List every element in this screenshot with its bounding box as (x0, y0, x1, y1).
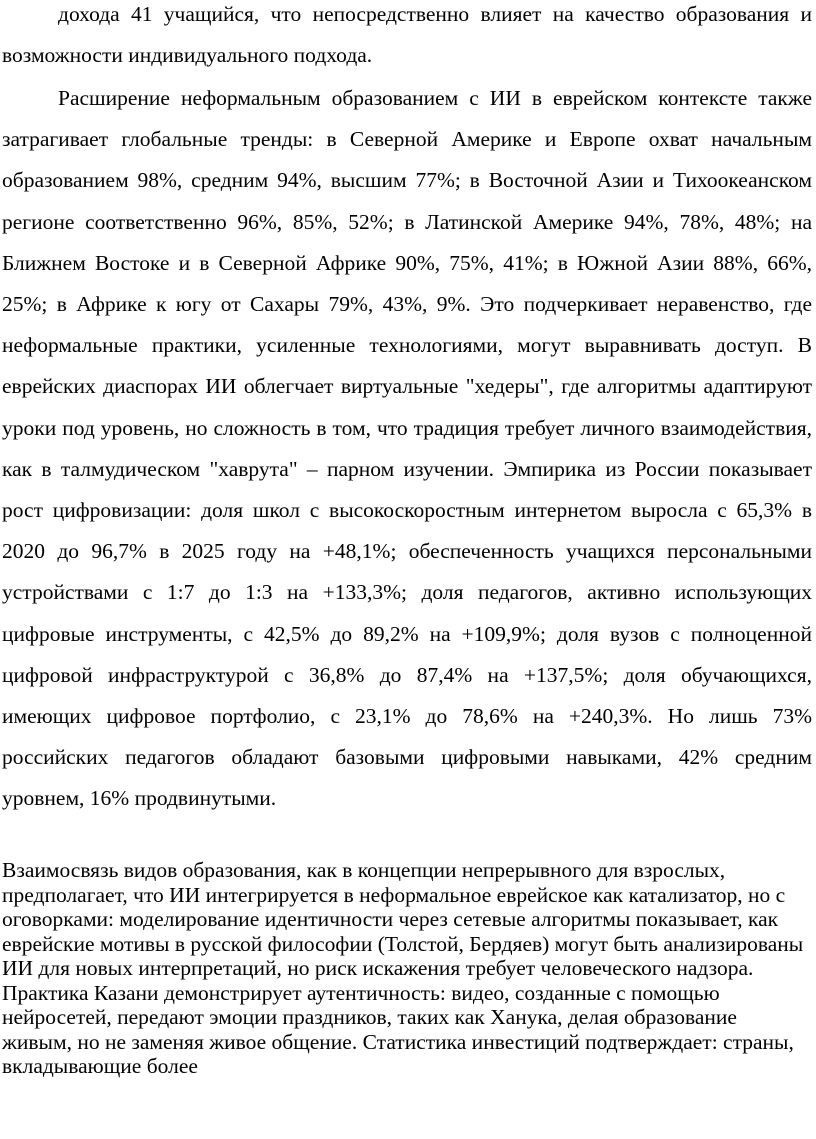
paragraph-education-types: Взаимосвязь видов образования, как в концепции непрерывного для взрослых, предполагает, что ИИ интегрируется в неформальное еврейское как катализатор, но с оговорками: моделирование идентичности через сетевые алгоритмы показывает, как еврейские мотивы в русской философии (Толстой, Бердяев) могут быть анализированы ИИ для новых интерпретаций, но риск искажения требует человеческого надзора. Практика Казани демонстрирует аутентичность: видео, созданные с помощью нейросетей, передают эмоции праздников, таких как Ханука, делая образование живым, но не заменяя живое общение. Статистика инвестиций подтверждает: страны, вкладывающие более (2, 858, 804, 1078)
paragraph-continuation: дохода 41 учащийся, что непосредственно влияет на качество образования и возможности индивидуального подхода. (2, 2, 812, 68)
paragraph-global-trends: Расширение неформальным образованием с ИИ в еврейском контексте также затрагивает глобальные тренды: в Северной Америке и Европе охват начальным образованием 98%, средним 94%, высшим 77%; в Восточной Азии и Тихоокеанском регионе соответственно 96%, 85%, 52%; в Латинской Америке 94%, 78%, 48%; на Ближнем Востоке и в Северной Африке 90%, 75%, 41%; в Южной Азии 88%, 66%, 25%; в Африке к югу от Сахары 79%, 43%, 9%. Это подчеркивает неравенство, где неформальные практики, усиленные технологиями, могут выравнивать доступ. В еврейских диаспорах ИИ облегчает виртуальные "хедеры", где алгоритмы адаптируют уроки под уровень, но сложность в том, что традиция требует личного взаимодействия, как в талмудическом "хаврута" – парном изучении. Эмпирика из России показывает рост цифровизации: доля школ с высокоскоростным интернетом выросла с 65,3% в 2020 до 96,7% в 2025 году на +48,1%; обеспеченность учащихся персональными устройствами с 1:7 до 1:3 на +133,3%; доля педагогов, активно использующих цифровые инструменты, с 42,5% до 89,2% на +109,9%; доля вузов с полноценной цифровой инфраструктурой с 36,8% до 87,4% на +137,5%; доля обучающихся, имеющих цифровое портфолио, с 23,1% до 78,6% на +240,3%. Но лишь 73% российских педагогов обладают базовыми цифровыми навыками, 42% средним уровнем, 16% продвинутыми. (2, 86, 812, 811)
